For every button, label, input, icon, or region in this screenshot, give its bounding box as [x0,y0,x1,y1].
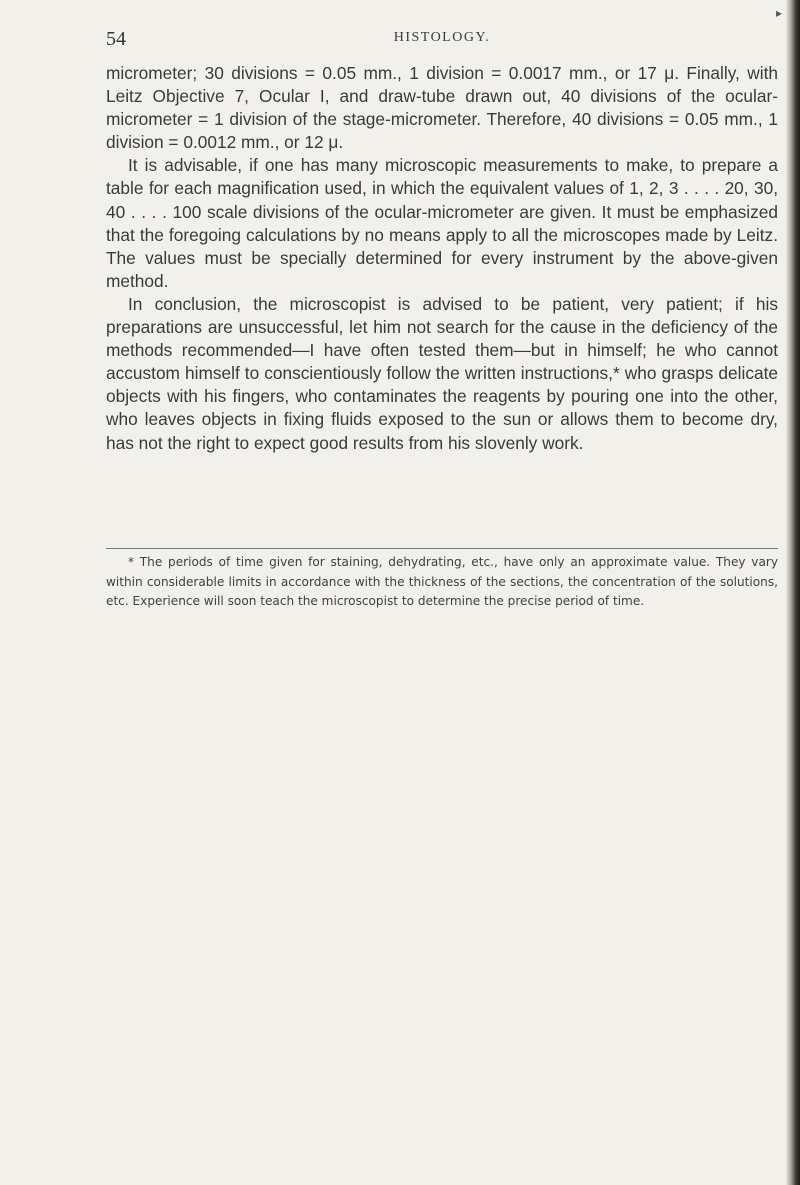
paragraph-continued: micrometer; 30 divisions = 0.05 mm., 1 division = 0.0017 mm., or 17 μ. Finally, with Leitz Objective 7, Ocular I, and draw-tube drawn out, 40 divisions of the ocular-micrometer = 1 division of the stage-micrometer. Therefore, 40 divisions = 0.05 mm., 1 division = 0.0012 mm., or 12 μ. [106,63,778,153]
page-number: 54 [106,28,126,50]
footnote-rule [106,548,778,549]
footnote-text: * The periods of time given for staining, dehydrating, etc., have only an approximate value. They vary within considerable limits in accordance with the thickness of the sections, the concentration of the solutions, etc. Experience will soon teach the microscopist to determine the precise period of time. [106,555,778,608]
edge-mark: ▸ [775,6,782,20]
paragraph-measurement-table: It is advisable, if one has many microscopic measurements to make, to prepare a table for each magnification used, in which the equivalent values of 1, 2, 3 . . . . 20, 30, 40 . . . . 100 scale divisions of the ocular-micrometer are given. It must be emphasized that the foregoing calculations by no means apply to all the microscopes made by Leitz. The values must be specially determined for every instrument by the above-given method. [106,155,778,291]
page-edge-shadow [786,0,800,1185]
body-text [106,62,778,455]
running-head: HISTOLOGY. [393,30,491,45]
page-header [106,28,778,56]
paragraph-conclusion: In conclusion, the microscopist is advised to be patient, very patient; if his preparations are unsuccessful, let him not search for the cause in the deficiency of the methods recommended—I have often tested them—but in himself; he who cannot accustom himself to conscientiously follow the written instructions,* who grasps delicate objects with his fingers, who contaminates the reagents by pouring one into the other, who leaves objects in fixing fluids exposed to the sun or allows them to become dry, has not the right to expect good results from his slovenly work. [106,293,778,453]
footnote [106,553,778,612]
